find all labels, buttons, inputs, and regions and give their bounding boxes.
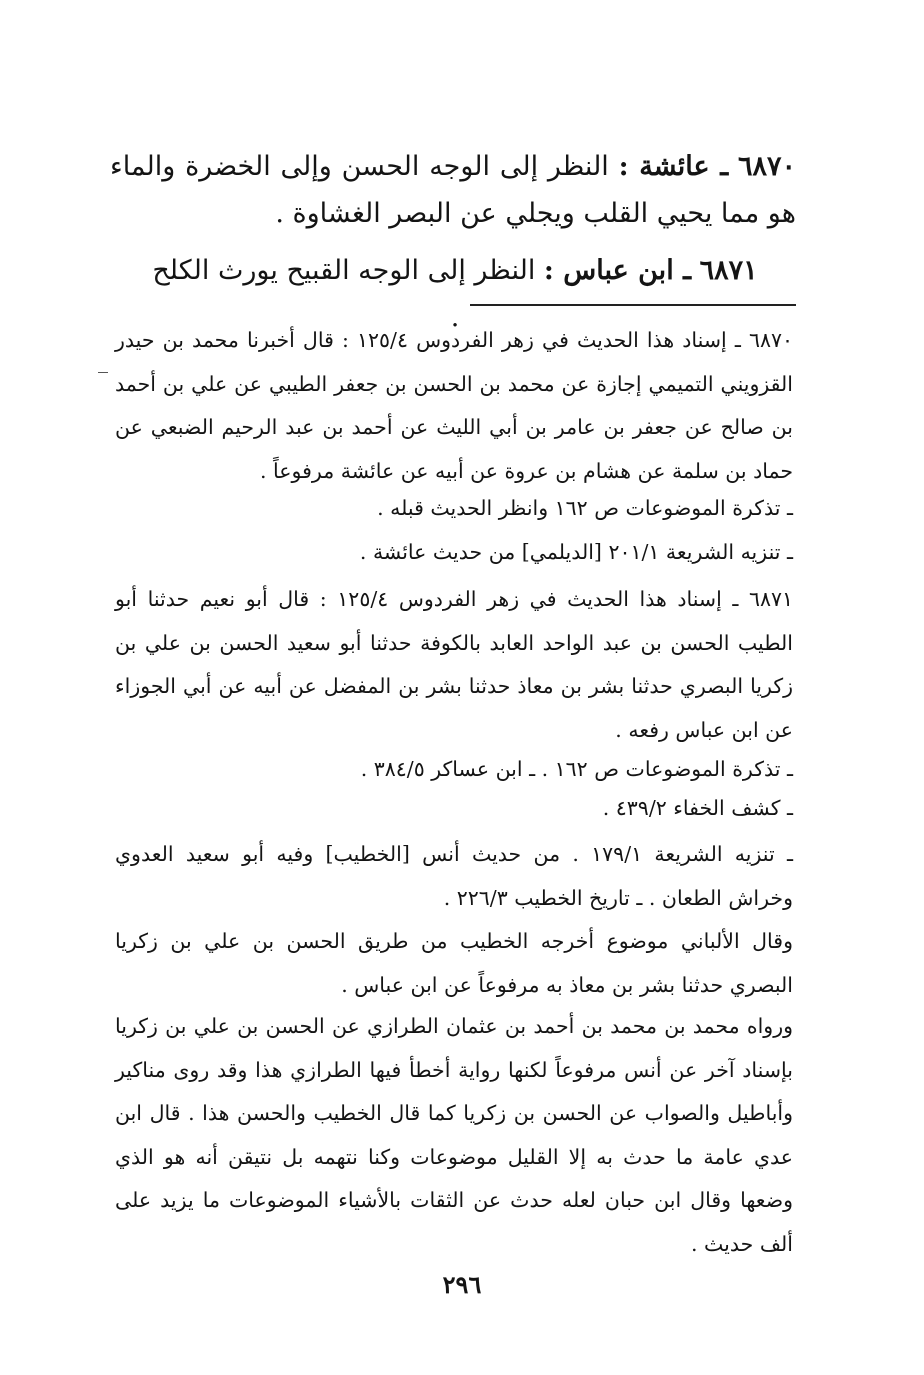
reference-line [115, 487, 793, 531]
margin-mark [98, 372, 108, 373]
hadith-narrator: ـ ابن عباس : [543, 255, 692, 286]
hadith-number: ٦٨٧١ [699, 255, 758, 286]
hadith-narrator: ـ عائشة : [618, 151, 729, 182]
reference-text: ـ تنزيه الشريعة ٢٠١/١ [الديلمي] من حديث عائشة . [359, 540, 793, 564]
hadith-text: النظر إلى الوجه الحسن وإلى الخضرة والماء هو مما يحيي القلب ويجلي عن البصر الغشاوة . [110, 151, 796, 229]
reference-text: ـ تذكرة الموضوعات ص ١٦٢ وانظر الحديث قبله . [377, 496, 793, 520]
note-text: ورواه محمد بن محمد بن أحمد بن عثمان الطرازي عن الحسن بن علي بن زكريا بإسناد آخر عن أنس مرفوعاً لكنها رواية أخطأ فيها الطرازي هذا وقد روى مناكير وأباطيل والصواب عن الحسن بن زكريا كما قال الخطيب والحسن هذا . قال ابن عدي عامة ما حدث به إلا القليل موضوعات وكنا نتهمه بل نتيقن أنه هو الذي وضعها وقال ابن حبان لعله حدث عن الثقات بالأشياء الموضوعات ما يزيد على ألف حديث . [115, 1014, 793, 1256]
isnad-note-6871 [115, 578, 793, 752]
isnad-note-6870 [115, 319, 793, 493]
hadith-number: ٦٨٧٠ [737, 151, 796, 182]
page-number: ٢٩٦ [442, 1270, 482, 1299]
note-text: ٦٨٧١ ـ إسناد هذا الحديث في زهر الفردوس ١٢٥/٤ : قال أبو نعيم حدثنا أبو الطيب الحسن بن عبد الواحد العابد بالكوفة حدثنا أبو سعيد الحسن بن علي بن زكريا البصري حدثنا بشر بن معاذ حدثنا بشر بن المفضل عن أبيه عن أبي الجوزاء عن ابن عباس رفعه . [115, 587, 793, 742]
reference-text: ـ تنزيه الشريعة ١٧٩/١ . من حديث أنس [الخطيب] وفيه أبو سعيد العدوي وخراش الطعان . ـ تاريخ الخطيب ٢٢٦/٣ . [115, 842, 793, 910]
reference-text: ـ تذكرة الموضوعات ص ١٦٢ . ـ ابن عساكر ٣٨٤/٥ . [360, 757, 793, 781]
narration-note [115, 1005, 793, 1266]
albani-note [115, 920, 793, 1007]
note-text: وقال الألباني موضوع أخرجه الخطيب من طريق الحسن بن علي بن زكريا البصري حدثنا بشر بن معاذ به مرفوعاً عن ابن عباس . [115, 929, 793, 997]
hadith-text: النظر إلى الوجه القبيح يورث الكلح . [152, 255, 536, 333]
reference-text: ـ كشف الخفاء ٤٣٩/٢ . [602, 796, 793, 820]
reference-line [115, 833, 793, 920]
hadith-entry-6870 [110, 143, 796, 237]
note-text: ٦٨٧٠ ـ إسناد هذا الحديث في زهر الفردوس ١٢٥/٤ : قال أخبرنا محمد بن حيدر القزويني التميمي إجازة عن محمد بن الحسن بن جعفر الطيبي عن علي بن أحمد بن صالح عن جعفر بن عامر بن أبي الليث عن أحمد بن عبد الرحيم الضبعي عن حماد بن سلمة عن هشام بن عروة عن أبيه عن عائشة مرفوعاً . [115, 328, 793, 483]
footnote-divider [470, 304, 796, 306]
reference-line [115, 531, 793, 575]
reference-line [115, 787, 793, 831]
reference-line [115, 748, 793, 792]
